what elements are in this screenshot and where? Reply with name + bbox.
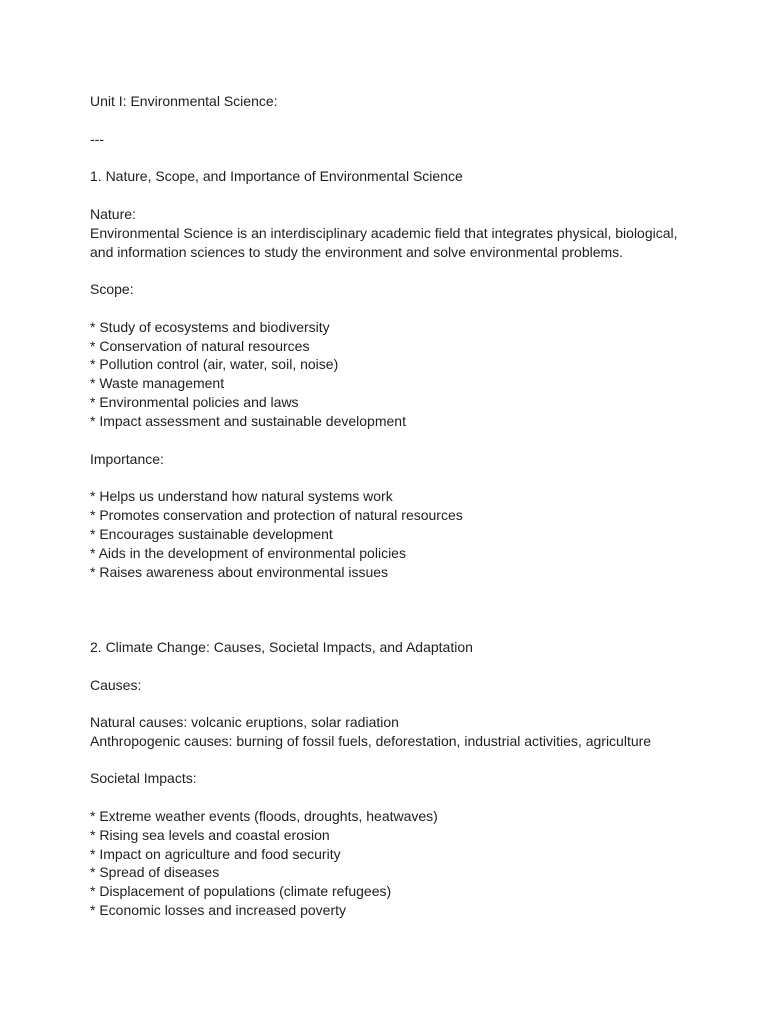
scope-list-item: * Pollution control (air, water, soil, noise)	[90, 356, 339, 372]
scope-label: Scope:	[90, 281, 134, 297]
impacts-list-item: * Impact on agriculture and food security	[90, 846, 341, 862]
impacts-list-item: * Rising sea levels and coastal erosion	[90, 827, 330, 843]
importance-list-item: * Helps us understand how natural systems work	[90, 488, 393, 504]
nature-text-line: Environmental Science is an interdisciplinary academic field that integrates physical, biological,	[90, 225, 678, 241]
importance-list-item: * Raises awareness about environmental issues	[90, 564, 389, 580]
impacts-list-item: * Economic losses and increased poverty	[90, 902, 347, 918]
separator: ---	[90, 131, 104, 147]
nature-label: Nature:	[90, 206, 136, 222]
scope-list-item: * Impact assessment and sustainable development	[90, 413, 406, 429]
section2-heading: 2. Climate Change: Causes, Societal Impacts, and Adaptation	[90, 639, 473, 655]
impacts-list-item: * Extreme weather events (floods, droughts, heatwaves)	[90, 808, 438, 824]
causes-line: Anthropogenic causes: burning of fossil fuels, deforestation, industrial activities, agriculture	[90, 733, 652, 749]
causes-line: Natural causes: volcanic eruptions, solar radiation	[90, 714, 399, 730]
scope-list-item: * Conservation of natural resources	[90, 338, 310, 354]
importance-list-item: * Aids in the development of environmental policies	[90, 545, 406, 561]
importance-list-item: * Promotes conservation and protection of natural resources	[90, 507, 463, 523]
section1-heading: 1. Nature, Scope, and Importance of Environmental Science	[90, 168, 463, 184]
causes-label: Causes:	[90, 677, 142, 693]
unit-title: Unit I: Environmental Science:	[90, 93, 278, 109]
impacts-list-item: * Displacement of populations (climate refugees)	[90, 883, 392, 899]
scope-list-item: * Waste management	[90, 375, 225, 391]
importance-label: Importance:	[90, 451, 164, 467]
scope-list-item: * Study of ecosystems and biodiversity	[90, 319, 330, 335]
nature-text-line: and information sciences to study the environment and solve environmental problems.	[90, 244, 624, 260]
impacts-list-item: * Spread of diseases	[90, 864, 220, 880]
impacts-label: Societal Impacts:	[90, 770, 197, 786]
scope-list-item: * Environmental policies and laws	[90, 394, 299, 410]
importance-list-item: * Encourages sustainable development	[90, 526, 333, 542]
